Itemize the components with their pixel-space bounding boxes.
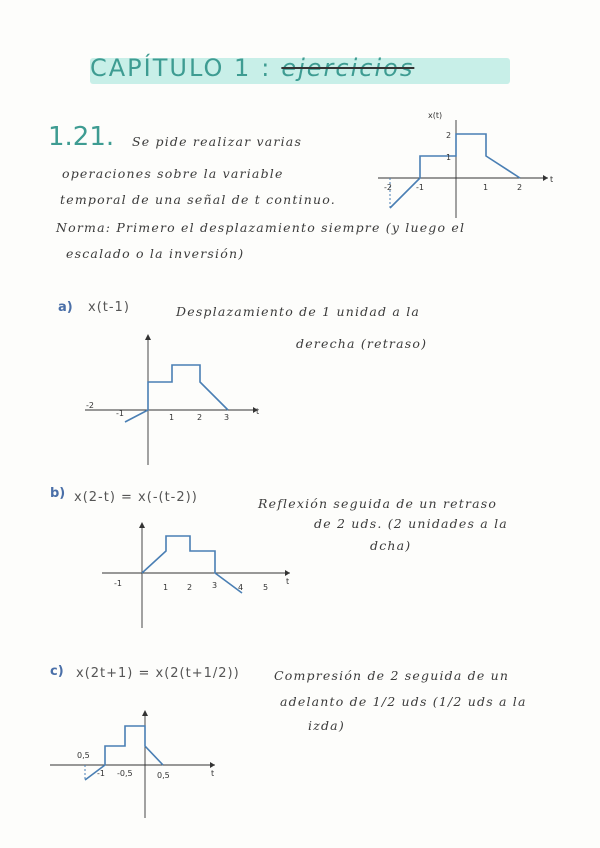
part-c-ytick: 0,5 xyxy=(77,751,90,760)
part-a-expr: x(t-1) xyxy=(88,300,130,315)
main-ytick-1: 1 xyxy=(446,153,452,162)
statement-line-2: operaciones sobre la variable xyxy=(62,166,284,181)
part-a-xtick-neg1: -1 xyxy=(116,409,124,418)
part-c-graph xyxy=(45,708,230,823)
main-ylabel: x(t) xyxy=(428,111,443,120)
part-c-xtick-neg05: -0,5 xyxy=(117,769,133,778)
part-c-xlabel: t xyxy=(211,769,215,778)
part-a-xtick-2: 2 xyxy=(197,413,203,422)
part-a-xtick-1: 1 xyxy=(169,413,175,422)
part-b-xtick-neg1: -1 xyxy=(114,579,122,588)
exercise-number: 1.21. xyxy=(48,122,115,152)
main-signal-curve xyxy=(390,134,523,208)
chapter-label: CAPÍTULO 1 xyxy=(90,54,252,82)
part-c-desc-2: adelanto de 1/2 uds (1/2 uds a la xyxy=(280,694,527,709)
part-b-xlabel: t xyxy=(286,577,290,586)
main-xtick-neg2: -2 xyxy=(384,183,392,192)
part-b-desc-3: dcha) xyxy=(370,538,412,553)
part-c-xtick-neg1: -1 xyxy=(97,769,105,778)
part-c-expr: x(2t+1) = x(2(t+1/2)) xyxy=(76,666,240,681)
statement-line-3: temporal de una señal de t continuo. xyxy=(60,192,336,207)
main-xtick-neg1: -1 xyxy=(416,183,424,192)
part-a-xtick-neg2: -2 xyxy=(86,401,94,410)
part-a-label: a) xyxy=(58,300,73,315)
main-xtick-2: 2 xyxy=(517,183,523,192)
part-c-xtick-05: 0,5 xyxy=(157,771,170,780)
main-xlabel: t xyxy=(550,175,554,184)
main-signal-graph xyxy=(370,108,560,223)
title-colon: : xyxy=(261,54,272,82)
part-a-signal-curve xyxy=(125,365,228,422)
part-c-desc-3: izda) xyxy=(308,718,345,733)
part-a-xtick-3: 3 xyxy=(224,413,230,422)
part-b-xtick-5: 5 xyxy=(263,583,269,592)
part-c-label: c) xyxy=(50,664,64,679)
part-a-graph xyxy=(80,330,270,470)
part-a-xlabel: t xyxy=(256,407,260,416)
part-a-desc-2: derecha (retraso) xyxy=(296,336,428,351)
chapter-title xyxy=(90,54,414,82)
part-b-xtick-2: 2 xyxy=(187,583,193,592)
norma-line-1: Norma: Primero el desplazamiento siempre (y luego el xyxy=(56,220,466,235)
part-b-xtick-3: 3 xyxy=(212,581,218,590)
part-b-expr: x(2-t) = x(-(t-2)) xyxy=(74,490,198,505)
title-word: ejercicios xyxy=(281,54,415,82)
main-ytick-2: 2 xyxy=(446,131,452,140)
part-b-graph xyxy=(100,518,295,633)
main-xtick-1: 1 xyxy=(483,183,489,192)
part-c-desc-1: Compresión de 2 seguida de un xyxy=(274,668,510,683)
part-b-label: b) xyxy=(50,486,66,501)
statement-line-1: Se pide realizar varias xyxy=(132,134,303,149)
norma-line-2: escalado o la inversión) xyxy=(66,246,245,261)
part-b-desc-1: Reflexión seguida de un retraso xyxy=(258,496,498,511)
part-a-desc-1: Desplazamiento de 1 unidad a la xyxy=(176,304,421,319)
part-b-xtick-4: 4 xyxy=(238,583,244,592)
part-b-xtick-1: 1 xyxy=(163,583,169,592)
part-b-desc-2: de 2 uds. (2 unidades a la xyxy=(314,516,508,531)
